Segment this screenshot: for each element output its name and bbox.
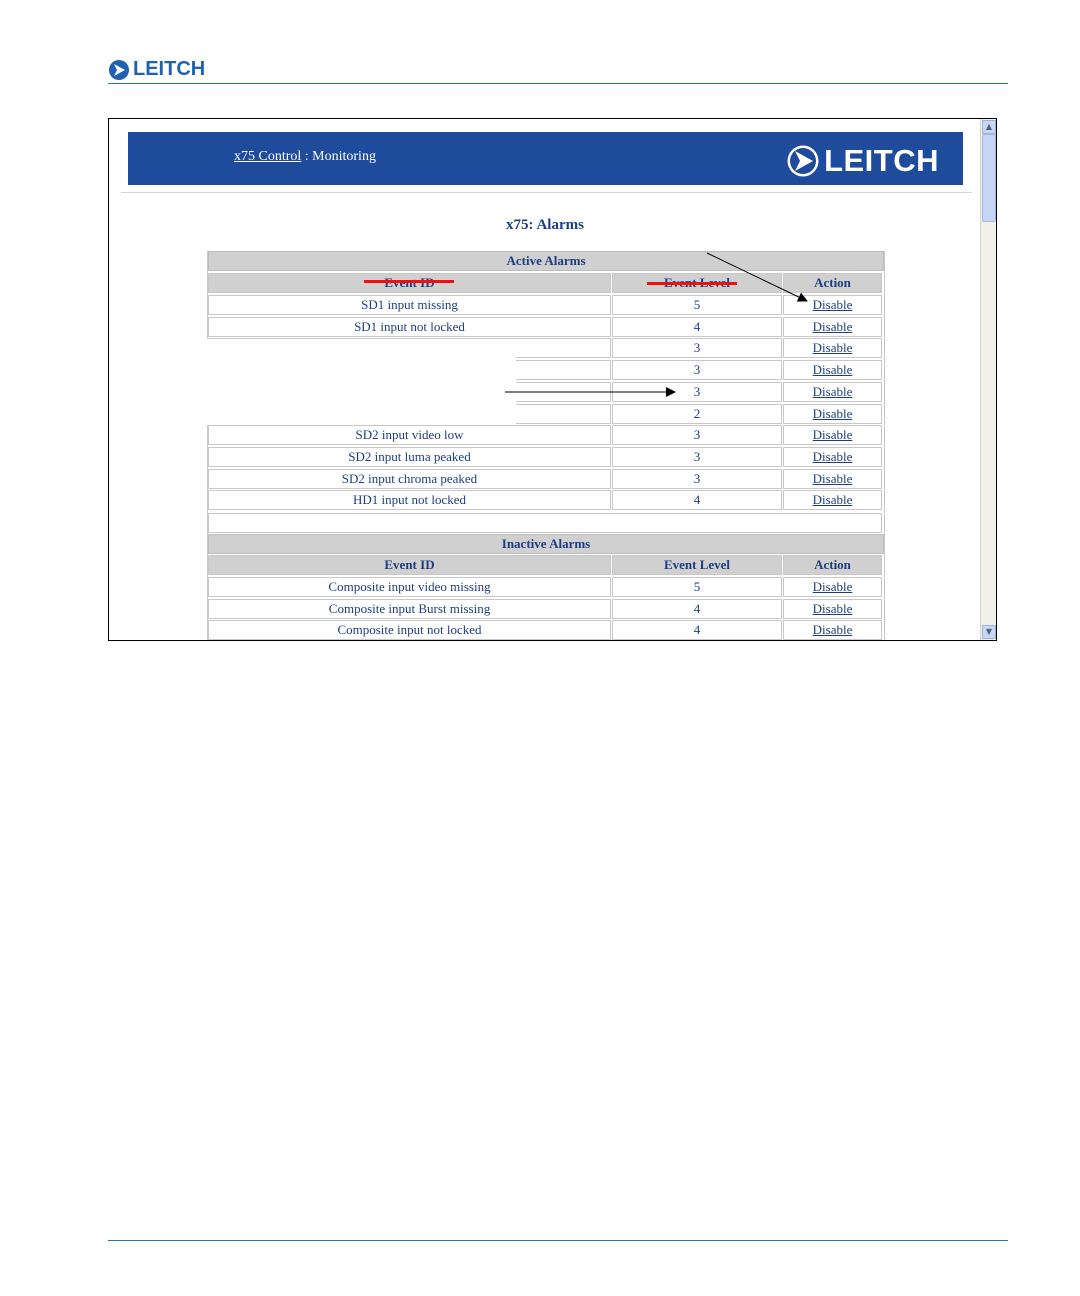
header-rule [108,83,1008,84]
disable-link[interactable]: Disable [812,383,853,399]
disable-link[interactable]: Disable [812,362,853,378]
event-level-cell: 4 [612,317,782,337]
disable-link[interactable]: Disable [812,340,853,356]
event-level-cell: 3 [612,469,782,489]
column-header-action: Action [783,555,882,575]
disable-link[interactable]: Disable [812,470,853,486]
leitch-logo-icon [108,59,130,81]
event-id-cell: SD1 input not locked [208,317,611,337]
browser-screenshot [108,118,997,641]
disable-link[interactable]: Disable [812,579,853,594]
inactive-alarms-header: Inactive Alarms [208,534,884,554]
event-level-cell: 5 [612,295,782,315]
event-level-cell: 4 [612,620,782,640]
event-level-cell: 4 [612,599,782,619]
footer-rule [108,1240,1008,1241]
event-level-cell: 3 [612,360,782,380]
scroll-thumb[interactable] [982,134,996,222]
event-level-cell: 2 [612,404,782,424]
disable-link[interactable]: Disable [812,448,853,464]
disable-link[interactable]: Disable [812,405,853,421]
column-header-event-level: Event Level [612,555,782,575]
column-header-event-id: Event ID [208,555,611,575]
breadcrumb-link-x75-control[interactable]: x75 Control [234,149,302,164]
scroll-up-icon[interactable]: ▲ [982,120,996,134]
event-id-cell: Composite input not locked [208,620,611,640]
event-id-cell: SD1 input missing [208,295,611,315]
disable-link[interactable]: Disable [812,600,853,616]
event-id-cell: HD1 input not locked [208,490,611,510]
event-level-cell: 3 [612,338,782,358]
disable-link[interactable]: Disable [812,297,853,312]
event-id-cell: SD2 input luma peaked [208,447,611,467]
breadcrumb-separator: : [301,149,313,164]
event-level-cell: 5 [612,577,782,597]
page-logo [108,58,205,81]
event-level-cell: 3 [612,382,782,402]
event-id-cell: SD2 input video low [208,425,611,445]
column-header-action: Action [783,273,882,293]
disable-link[interactable]: Disable [812,492,853,508]
event-level-cell: 3 [612,447,782,467]
event-id-cell: SD2 input chroma peaked [208,469,611,489]
vertical-scrollbar[interactable] [980,119,996,640]
active-alarms-header: Active Alarms [208,251,884,271]
event-id-cell: Composite input Burst missing [208,599,611,619]
disable-link[interactable]: Disable [812,427,853,443]
banner-logo-text: LEITCH [824,143,939,178]
disable-link[interactable]: Disable [812,622,853,638]
callout-arrows [109,119,996,640]
event-level-cell: 3 [612,425,782,445]
event-level-cell: 4 [612,490,782,510]
breadcrumb-current: Monitoring [312,149,376,164]
page-title: x75: Alarms [506,217,584,233]
disable-link[interactable]: Disable [812,318,853,334]
callout-arrow-disable [707,253,807,301]
scroll-down-icon[interactable]: ▼ [982,625,996,639]
logo-text: LEITCH [133,58,206,80]
event-id-cell: Composite input video missing [208,577,611,597]
